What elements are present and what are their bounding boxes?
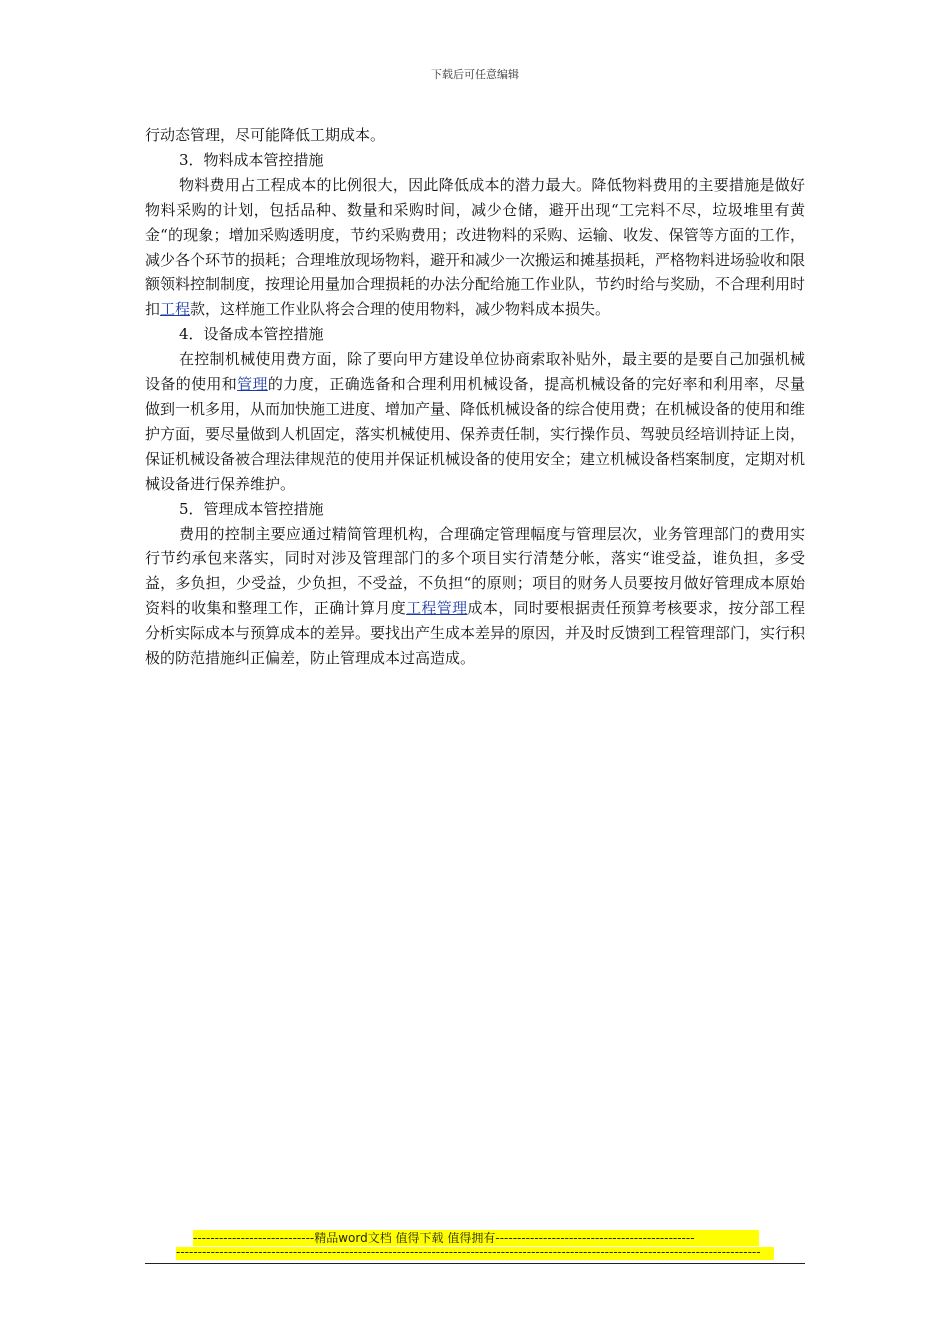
paragraph-text: 费用的控制主要应通过精简管理机构，合理确定管理幅度与管理层次，业务管理部门的费用实行节约承包来落实，同时对涉及管理部门的多个项目实行清楚分帐，落实“谁受益，谁负担，多受益，多负担，少受益，少负担，不受益，不负担“的原则；项目的财务人员要按月做好管理成本原始资料的收集和整理工作，正确计算月度 [145, 524, 805, 618]
section-heading-management-cost: 5．管理成本管控措施 [179, 499, 324, 518]
paragraph-text: 款，这样施工作业队将会合理的使用物料，减少物料成本损失。 [190, 300, 611, 319]
section-heading-material-cost: 3．物料成本管控措施 [179, 150, 324, 169]
paragraph-text: 在控制机械使用费方面，除了要向甲方建设单位协商索取补贴外，最主要的是要自己加强机械设备的使用和 [145, 350, 805, 394]
document-body [145, 123, 805, 671]
paragraph-continuation: 行动态管理，尽可能降低工期成本。 [145, 126, 386, 144]
section-heading-equipment-cost: 4．设备成本管控措施 [179, 325, 324, 344]
paragraph-management-cost [145, 522, 805, 671]
link-gongcheng[interactable]: 工程 [160, 300, 191, 319]
page-header: 下载后可任意编辑 [431, 68, 519, 81]
footer-dash-line: --------------------------------------------------------------------------------------------------------------------------------------- [176, 1247, 774, 1260]
paragraph-text: 物料费用占工程成本的比例很大，因此降低成本的潜力最大。降低物料费用的主要措施是做好物料采购的计划，包括品种、数量和采购时间，减少仓储，避开出现“工完料不尽，垃圾堆里有黄金“的现象；增加采购透明度，节约采购费用；改进物料的采购、运输、收发、保管等方面的工作，减少各个环节的损耗；合理堆放现场物料，避开和减少一次搬运和摊基损耗，严格物料进场验收和限额领料控制制度，按理论用量加合理损耗的办法分配给施工作业队，节约时给与奖励，不合理利用时扣 [145, 175, 806, 319]
paragraph-text: 成本，同时要根据责任预算考核要求，按分部工程分析实际成本与预算成本的差异。要找出产生成本差异的原因，并及时反馈到工程管理部门，实行积极的防范措施纠正偏差，防止管理成本过高造成。 [145, 599, 806, 668]
footer-banner: ----------------------------精品word文档 值得下载 值得拥有---------------------------------------------- [193, 1230, 759, 1246]
paragraph-material-cost [145, 173, 805, 322]
footer-rule [145, 1263, 805, 1264]
paragraph-text: 的力度，正确选备和合理利用机械设备，提高机械设备的完好率和利用率，尽量做到一机多用，从而加快施工进度、增加产量、降低机械设备的综合使用费；在机械设备的使用和维护方面，要尽量做到人机固定，落实机械使用、保养责任制，实行操作员、驾驶员经培训持证上岗，保证机械设备被合理法律规范的使用并保证机械设备的使用安全；建立机械设备档案制度，定期对机械设备进行保养维护。 [145, 375, 806, 493]
link-guanli[interactable]: 管理 [237, 375, 268, 394]
paragraph-equipment-cost [145, 347, 805, 496]
link-gongcheng-guanli[interactable]: 工程管理 [406, 599, 468, 618]
